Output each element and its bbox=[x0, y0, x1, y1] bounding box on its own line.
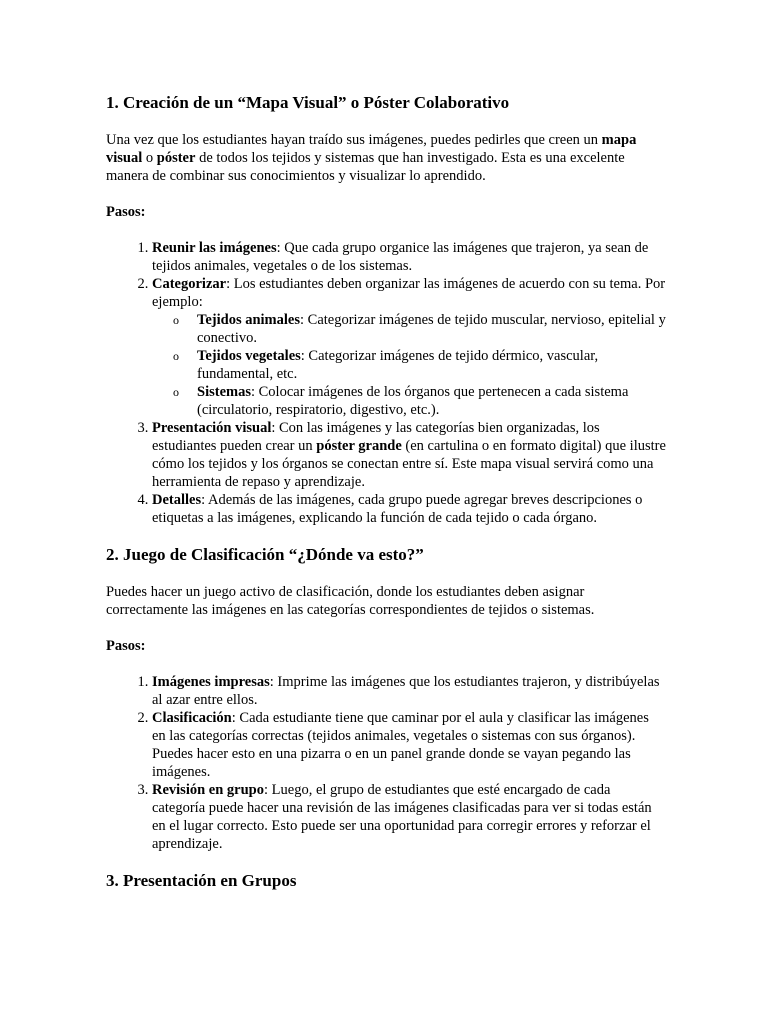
section-2-heading: 2. Juego de Clasificación “¿Dónde va esto?” bbox=[106, 545, 424, 564]
substep-text: : Colocar imágenes de los órganos que pertenecen a cada sistema (circulatorio, respiratorio, digestivo, etc.). bbox=[197, 384, 629, 418]
substep-title: Sistemas bbox=[197, 384, 251, 400]
circle-bullet-icon: o bbox=[173, 313, 179, 327]
section-1-heading: 1. Creación de un “Mapa Visual” o Póster Colaborativo bbox=[106, 93, 510, 112]
step-bold-poster-grande: póster grande bbox=[316, 438, 402, 454]
step-text: (en cartulina o en formato digital) que ilustre cómo los tejidos y los órganos se conectan entre sí. Este mapa visual servirá como una herramienta de repaso y aprendizaje. bbox=[152, 438, 666, 490]
step-title: Clasificación bbox=[152, 710, 232, 726]
list-item bbox=[152, 673, 666, 709]
document-page bbox=[106, 93, 666, 891]
list-item bbox=[152, 491, 666, 527]
step-title: Revisión en grupo bbox=[152, 782, 264, 798]
step-title: Imágenes impresas bbox=[152, 674, 270, 690]
step-title: Presentación visual bbox=[152, 420, 272, 436]
intro-bold-mapa-visual: mapa visual bbox=[106, 132, 637, 166]
intro-text: Una vez que los estudiantes hayan traído sus imágenes, puedes pedirles que creen un bbox=[106, 132, 602, 148]
substep-text: : Categorizar imágenes de tejido muscular, nervioso, epitelial y conectivo. bbox=[197, 312, 666, 346]
list-item bbox=[152, 781, 666, 853]
step-text: : Cada estudiante tiene que caminar por el aula y clasificar las imágenes en las categorías correctas (tejidos animales, vegetales o sistemas con sus órganos). Puedes hacer esto en una pizarra o en un panel grande donde se vayan pegando las imágenes. bbox=[152, 710, 649, 780]
section-1-intro bbox=[106, 131, 666, 185]
sub-list-item bbox=[173, 383, 666, 419]
intro-text: o bbox=[142, 150, 157, 166]
step-title: Detalles bbox=[152, 492, 202, 508]
substep-title: Tejidos animales bbox=[197, 312, 300, 328]
section-3-heading: 3. Presentación en Grupos bbox=[106, 871, 297, 890]
step-text: : Con las imágenes y las categorías bien organizadas, los estudiantes pueden crear un bbox=[152, 420, 600, 454]
sub-list-item bbox=[173, 311, 666, 347]
step-text: : Además de las imágenes, cada grupo puede agregar breves descripciones o etiquetas a las imágenes, explicando la función de cada tejido o cada órgano. bbox=[152, 492, 643, 526]
sub-list bbox=[152, 311, 666, 419]
step-text: : Que cada grupo organice las imágenes que trajeron, ya sean de tejidos animales, vegetales o de los sistemas. bbox=[152, 240, 649, 274]
list-item bbox=[152, 419, 666, 491]
list-item bbox=[152, 275, 666, 419]
section-2-steps-list bbox=[106, 673, 666, 853]
intro-text: de todos los tejidos y sistemas que han investigado. Esta es una excelente manera de combinar sus conocimientos y visualizar lo aprendido. bbox=[106, 150, 625, 184]
substep-text: : Categorizar imágenes de tejido dérmico, vascular, fundamental, etc. bbox=[197, 348, 599, 382]
step-title: Reunir las imágenes bbox=[152, 240, 277, 256]
list-item bbox=[152, 709, 666, 781]
list-item bbox=[152, 239, 666, 275]
step-text: : Luego, el grupo de estudiantes que esté encargado de cada categoría puede hacer una revisión de las imágenes clasificadas para ver si todas están en el lugar correcto. Esto puede ser una oportunidad para corregir errores y reforzar el aprendizaje. bbox=[152, 782, 652, 852]
circle-bullet-icon: o bbox=[173, 349, 179, 363]
step-title: Categorizar bbox=[152, 276, 227, 292]
intro-bold-poster: póster bbox=[156, 150, 196, 166]
section-2-steps-label: Pasos: bbox=[106, 638, 146, 654]
sub-list-item bbox=[173, 347, 666, 383]
section-1-steps-list bbox=[106, 239, 666, 527]
step-text: : Los estudiantes deben organizar las imágenes de acuerdo con su tema. Por ejemplo: bbox=[152, 276, 666, 310]
section-2-intro: Puedes hacer un juego activo de clasificación, donde los estudiantes deben asignar correctamente las imágenes en las categorías correspondientes de tejidos o sistemas. bbox=[106, 584, 595, 618]
section-1-steps-label: Pasos: bbox=[106, 204, 146, 220]
step-text: : Imprime las imágenes que los estudiantes trajeron, y distribúyelas al azar entre ellos. bbox=[152, 674, 660, 708]
substep-title: Tejidos vegetales bbox=[197, 348, 301, 364]
circle-bullet-icon: o bbox=[173, 385, 179, 399]
